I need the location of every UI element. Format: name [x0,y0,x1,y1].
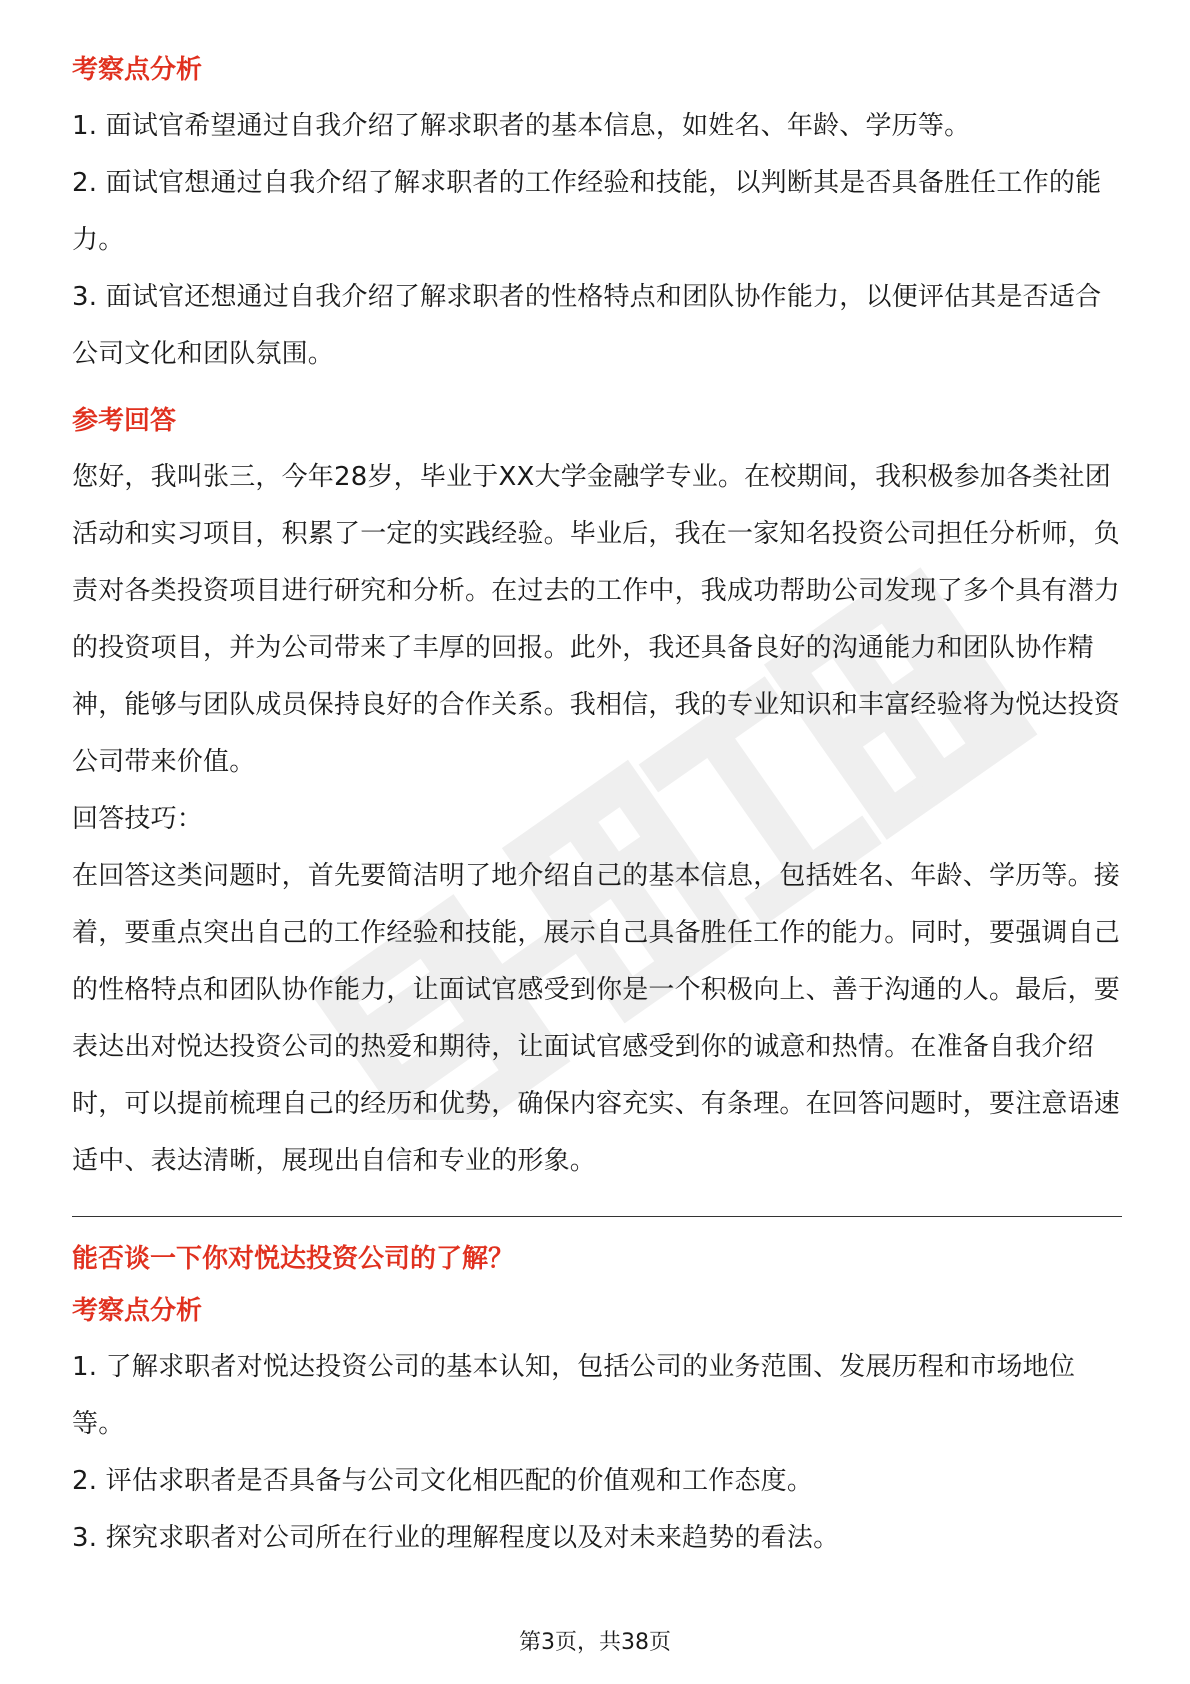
answer-heading: 参考回答 [72,406,177,436]
main-content [72,50,1122,1567]
analysis-point: 3. 探究求职者对公司所在行业的理解程度以及对未来趋势的看法。 [72,1523,840,1553]
section-divider [72,1216,1122,1217]
analysis-point: 2. 面试官想通过自我介绍了解求职者的工作经验和技能，以判断其是否具备胜任工作的能力。 [72,168,1102,255]
answer-text: 您好，我叫张三，今年28岁，毕业于XX大学金融学专业。在校期间，我积极参加各类社团活动和实习项目，积累了一定的实践经验。毕业后，我在一家知名投资公司担任分析师，负责对各类投资项目进行研究和分析。在过去的工作中，我成功帮助公司发现了多个具有潜力的投资项目，并为公司带来了丰厚的回报。此外，我还具备良好的沟通能力和团队协作精神，能够与团队成员保持良好的合作关系。我相信，我的专业知识和丰富经验将为悦达投资公司带来价值。 [72,462,1121,777]
page-number: 第3页，共38页 [519,1630,671,1655]
analysis-point: 3. 面试官还想通过自我介绍了解求职者的性格特点和团队协作能力，以便评估其是否适合公司文化和团队氛围。 [72,282,1102,369]
analysis-point: 1. 面试官希望通过自我介绍了解求职者的基本信息，如姓名、年龄、学历等。 [72,111,971,141]
tips-label: 回答技巧： [72,804,204,834]
analysis-point: 2. 评估求职者是否具备与公司文化相匹配的价值观和工作态度。 [72,1466,814,1496]
tips-text: 在回答这类问题时，首先要简洁明了地介绍自己的基本信息，包括姓名、年龄、学历等。接着，要重点突出自己的工作经验和技能，展示自己具备胜任工作的能力。同时，要强调自己的性格特点和团队协作能力，让面试官感受到你是一个积极向上、善于沟通的人。最后，要表达出对悦达投资公司的热爱和期待，让面试官感受到你的诚意和热情。在准备自我介绍时，可以提前梳理自己的经历和优势，确保内容充实、有条理。在回答问题时，要注意语速适中、表达清晰，展现出自信和专业的形象。 [72,861,1121,1176]
question-title: 能否谈一下你对悦达投资公司的了解？ [72,1244,515,1274]
analysis-point: 1. 了解求职者对悦达投资公司的基本认知，包括公司的业务范围、发展历程和市场地位等。 [72,1352,1076,1439]
analysis-heading: 考察点分析 [72,1296,203,1326]
analysis-heading: 考察点分析 [72,55,203,85]
